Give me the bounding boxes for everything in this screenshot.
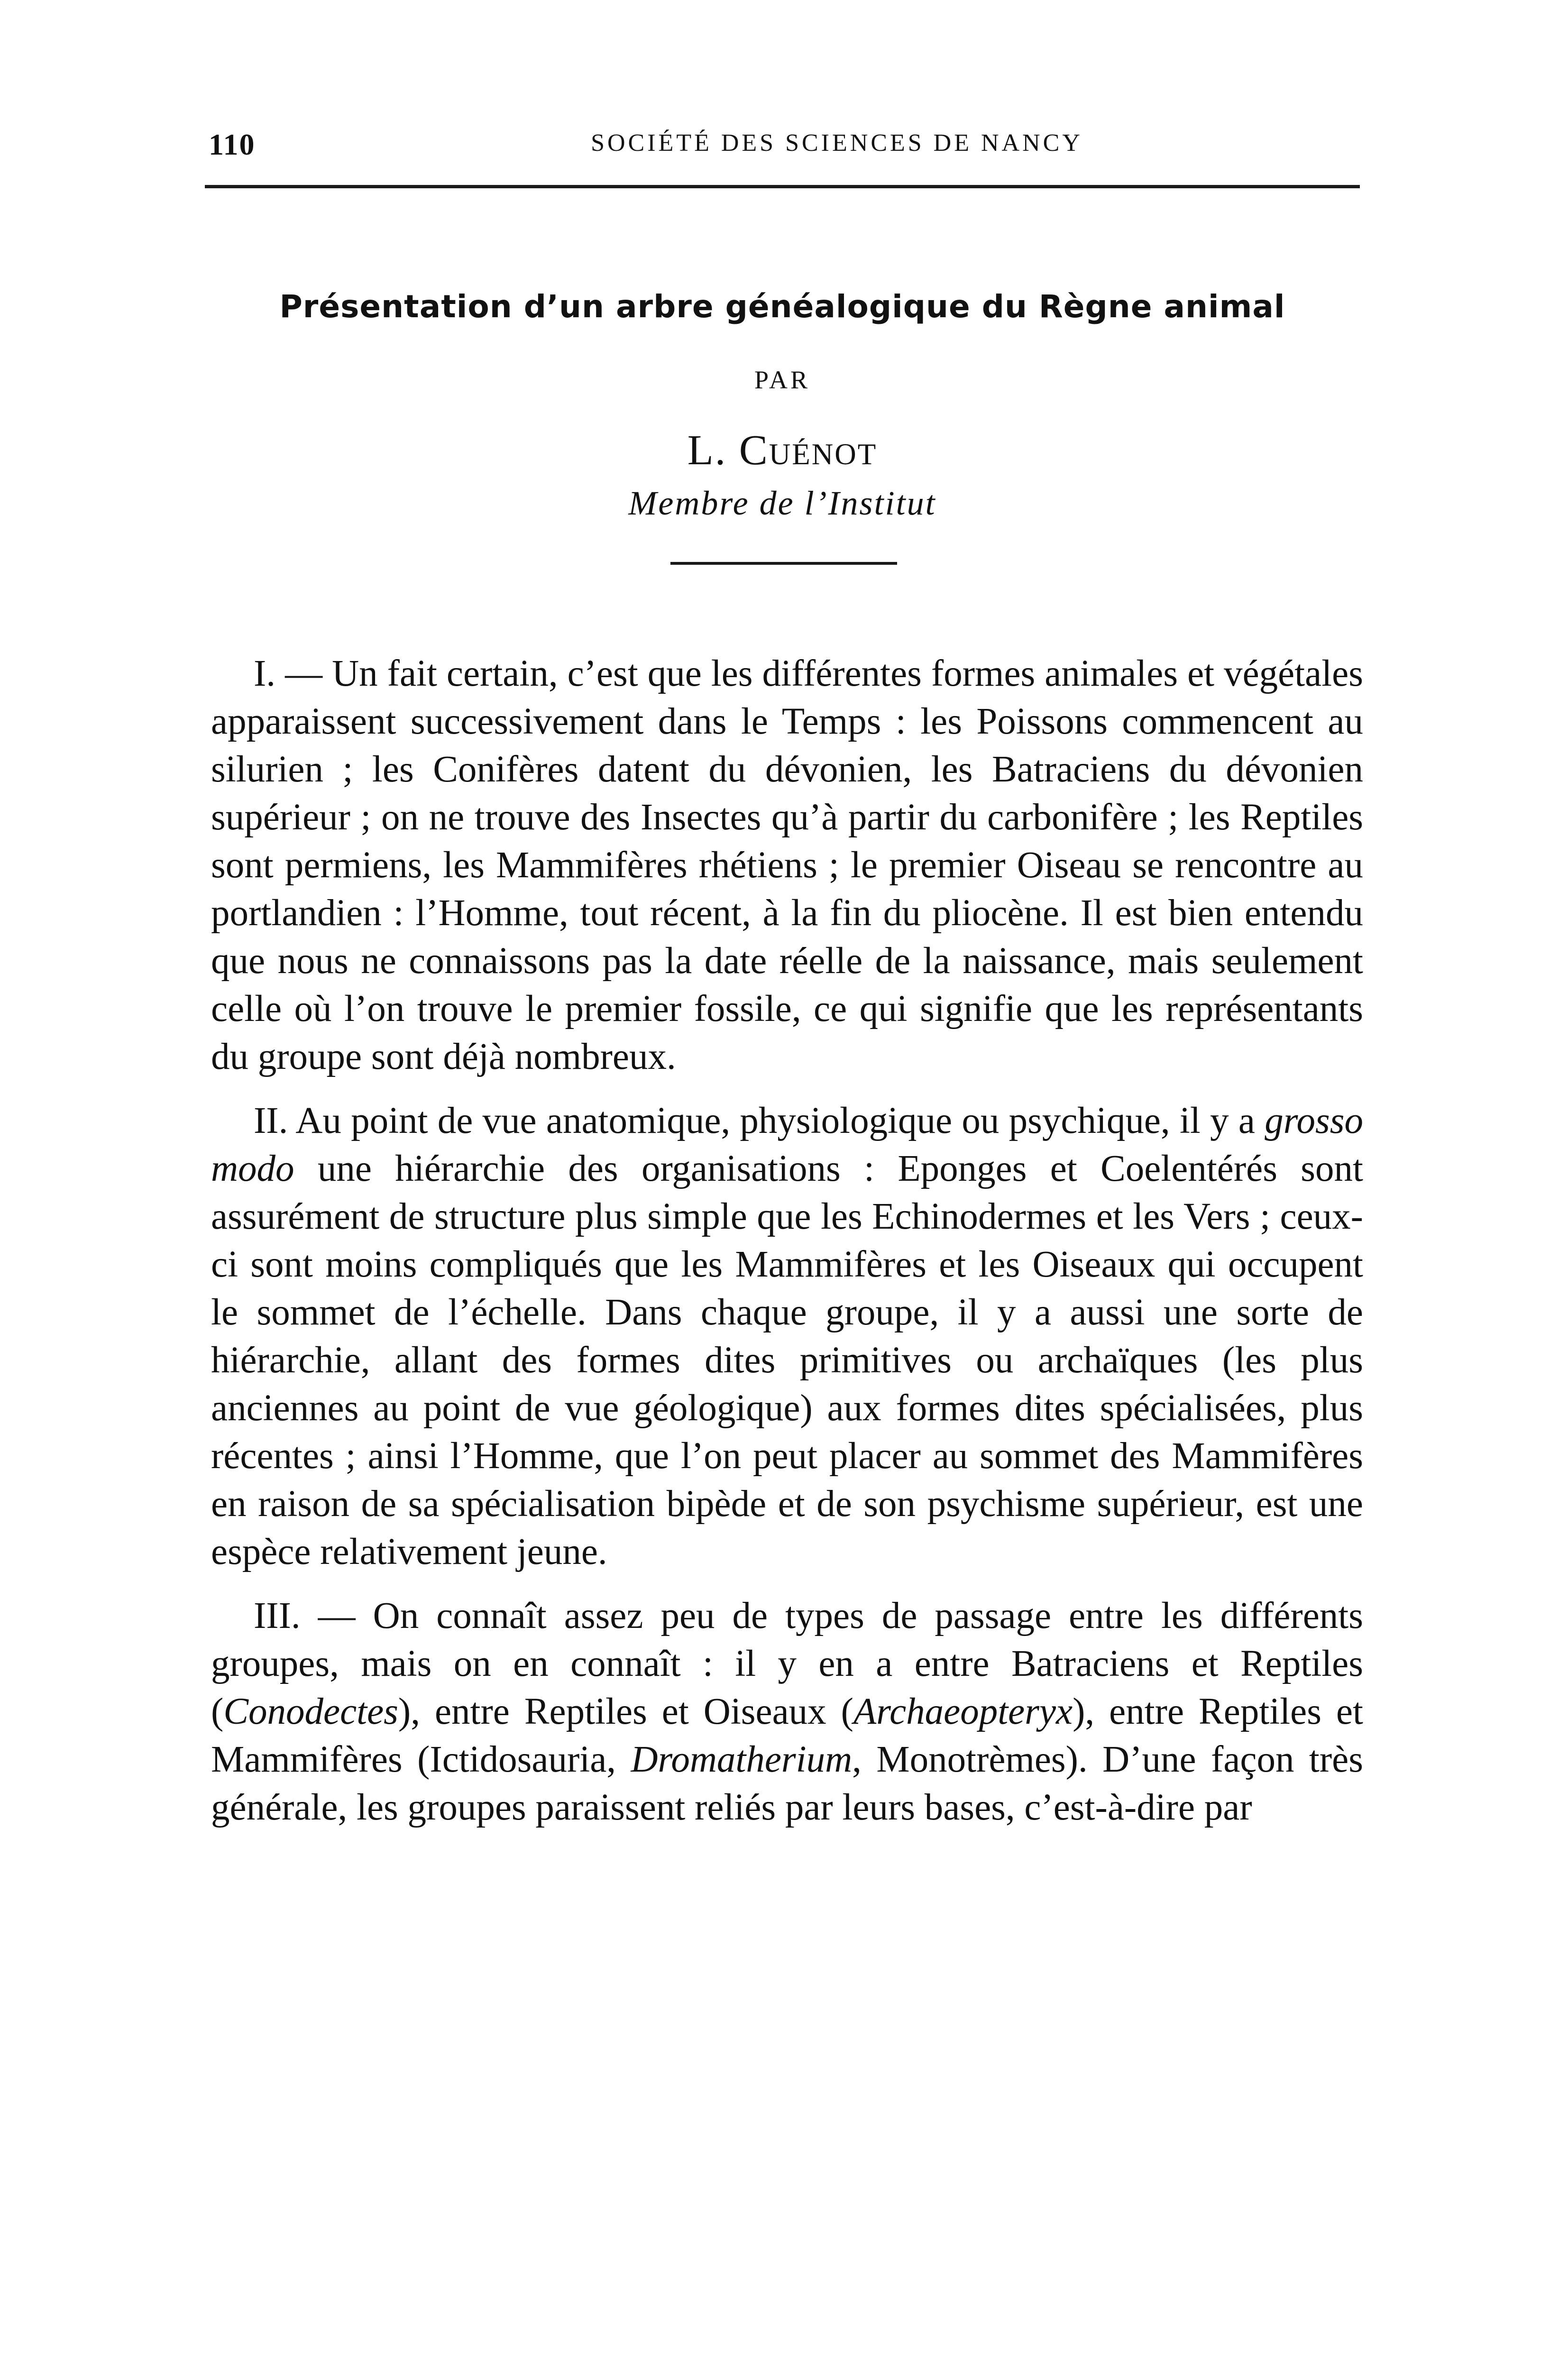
taxon-name: Conodectes [223, 1691, 398, 1732]
paragraph-2-italic: grosso modo [211, 1100, 1363, 1189]
paragraph-3-text: ), entre Reptiles et Mammifères (Ictidosauria, [211, 1691, 1363, 1780]
article-title: Présentation d’un arbre généalogique du Règne animal [279, 288, 1285, 325]
running-header [209, 127, 1356, 165]
paragraph-2-text: II. Au point de vue anatomique, physiologique ou psychique, il y a [254, 1100, 1265, 1141]
by-line: PAR [754, 366, 811, 394]
taxon-name: Dromatherium [631, 1739, 853, 1780]
paragraph-1: I. — Un fait certain, c’est que les différentes formes animales et végétales apparaissent successivement dans le Temps : les Poissons commencent au silurien ; les Conifères datent du dévonien, les Batraciens du dévonien supérieur ; on ne trouve des Insectes qu’à partir du carbonifère ; les Reptiles sont permiens, les Mammifères rhétiens ; le premier Oiseau se rencontre au portlandien : l’Homme, tout récent, à la fin du pliocène. Il est bien entendu que nous ne connaissons pas la date réelle de la naissance, mais seulement celle où l’on trouve le premier fossile, ce qui signifie que les représentants du groupe sont déjà nombreux. [211, 653, 1363, 1077]
author-name: L. Cuénot [687, 427, 878, 474]
author-affiliation: Membre de l’Institut [628, 484, 936, 522]
paragraph-2-text: une hiérarchie des organisations : Eponges et Coelentérés sont assurément de structure plus simple que les Echinodermes et les Vers ; ceux-ci sont moins compliqués que les Mammifères et les Oiseaux qui occupent le sommet de l’échelle. Dans chaque groupe, il y a aussi une sorte de hiérarchie, allant des formes dites primitives ou archaïques (les plus anciennes au point de vue géologique) aux formes dites spécialisées, plus récentes ; ainsi l’Homme, que l’on peut placer au sommet des Mammifères en raison de sa spécialisation bipède et de son psychisme supérieur, est une espèce relativement jeune. [211, 1148, 1363, 1572]
paragraph-3-text: ), entre Reptiles et Oiseaux ( [398, 1691, 853, 1732]
paragraph-3-text: III. — On connaît assez peu de types de passage entre les différents groupes, mais on en connaît : il y en a entre Batraciens et Reptiles ( [211, 1595, 1363, 1732]
taxon-name: Archaeopteryx [853, 1691, 1073, 1732]
paragraph-2 [211, 1097, 1363, 1576]
article-body [211, 650, 1363, 1847]
journal-title: SOCIÉTÉ DES SCIENCES DE NANCY [591, 129, 1083, 156]
paragraph-3 [211, 1592, 1363, 1831]
page-number: 110 [209, 128, 256, 161]
header-rule [205, 185, 1360, 188]
paragraph-3-text: , Monotrèmes). D’une façon très générale, les groupes paraissent reliés par leurs bases, c’est-à-dire par [211, 1739, 1363, 1828]
title-rule [670, 562, 897, 565]
